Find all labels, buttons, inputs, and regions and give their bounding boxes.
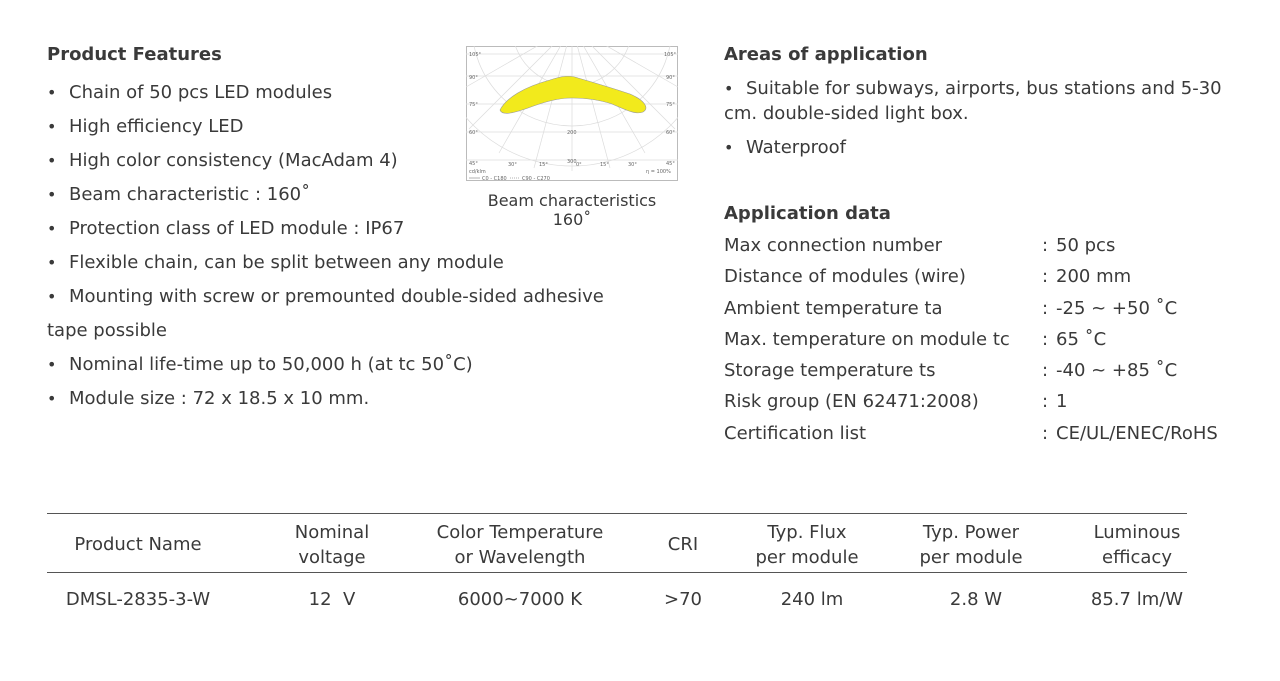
list-item: • Beam characteristic : 160˚	[47, 178, 647, 212]
header-color-temperature: Color Temperature or Wavelength	[436, 522, 604, 568]
data-sep: :	[1042, 328, 1049, 350]
areas-list	[724, 76, 1224, 169]
cell-cri: >70	[664, 589, 702, 610]
tick-label: 300	[567, 159, 577, 165]
header-efficacy: Luminous efficacy	[1093, 522, 1181, 568]
header-voltage: Nominal voltage	[294, 522, 370, 568]
diagram-caption: Beam characteristics 160˚	[487, 191, 657, 229]
tick-label: 0°	[576, 162, 582, 168]
tick-label: 75°	[666, 102, 675, 108]
data-row	[724, 420, 1218, 451]
cell-power: 2.8 W	[949, 589, 1003, 610]
legend-label: C0 - C180	[482, 176, 507, 181]
list-item: • Mounting with screw or premounted double-sided adhesive tape possible	[47, 280, 637, 348]
list-item: • Suitable for subways, airports, bus stations and 5-30 cm. double-sided light box.	[724, 76, 1224, 126]
data-key: Distance of modules (wire)	[724, 266, 966, 288]
unit-label: cd/klm	[469, 169, 486, 175]
tick-label: 30°	[508, 162, 517, 168]
data-value: -25 ~ +50 ˚C	[1056, 297, 1178, 319]
list-item: • Nominal life-time up to 50,000 h (at tc 50˚C)	[47, 348, 647, 382]
tick-label: 30°	[628, 162, 637, 168]
table-header	[47, 513, 1187, 573]
tick-label: 105°	[469, 52, 482, 58]
list-item: • High color consistency (MacAdam 4)	[47, 144, 647, 178]
tick-label: 200	[567, 130, 577, 136]
data-value: 200 mm	[1056, 266, 1132, 288]
header-cri: CRI	[667, 534, 699, 555]
data-value: CE/UL/ENEC/RoHS	[1056, 422, 1218, 444]
tick-label: 90°	[469, 75, 478, 81]
data-value: -40 ~ +85 ˚C	[1056, 360, 1178, 382]
tick-label: 90°	[666, 75, 675, 81]
list-item: • Flexible chain, can be split between any module	[47, 246, 647, 280]
data-value: 1	[1056, 391, 1068, 413]
tick-label: 45°	[666, 161, 675, 167]
header-flux: Typ. Flux per module	[755, 522, 859, 568]
data-row	[724, 326, 1218, 357]
list-item: • High efficiency LED	[47, 110, 647, 144]
tick-label: 45°	[469, 161, 478, 167]
data-key: Certification list	[724, 422, 867, 444]
tick-label: 75°	[469, 102, 478, 108]
cell-color-temperature: 6000~7000 K	[457, 589, 583, 610]
cell-flux: 240 lm	[780, 589, 844, 610]
appdata-title: Application data	[724, 203, 891, 224]
tick-label: 15°	[539, 162, 548, 168]
tick-label: 60°	[469, 130, 478, 136]
cell-voltage: 12 V	[308, 589, 356, 610]
data-sep: :	[1042, 391, 1049, 413]
tick-label: 15°	[600, 162, 609, 168]
data-value: 50 pcs	[1056, 235, 1116, 256]
data-row	[724, 295, 1218, 326]
features-title: Product Features	[47, 44, 222, 65]
header-product-name: Product Name	[74, 534, 202, 555]
data-sep: :	[1042, 422, 1049, 444]
list-item: • Protection class of LED module : IP67	[47, 212, 647, 246]
data-sep: :	[1042, 235, 1049, 256]
beam-polar-diagram	[466, 46, 678, 181]
data-row	[724, 388, 1218, 419]
data-key: Ambient temperature ta	[724, 297, 943, 319]
application-data-table	[724, 232, 1218, 451]
legend-label: η = 100%	[646, 169, 671, 175]
data-key: Storage temperature ts	[724, 360, 936, 382]
data-key: Max connection number	[724, 235, 943, 256]
list-item: • Chain of 50 pcs LED modules	[47, 76, 647, 110]
areas-title: Areas of application	[724, 44, 928, 65]
data-key: Risk group (EN 62471:2008)	[724, 391, 979, 413]
tick-label: 60°	[666, 130, 675, 136]
data-sep: :	[1042, 297, 1049, 319]
list-item: • Waterproof	[724, 135, 1224, 160]
data-row	[724, 232, 1218, 263]
data-key: Max. temperature on module tc	[724, 328, 1010, 350]
legend-label: C90 - C270	[522, 176, 550, 181]
header-power: Typ. Power per module	[919, 522, 1023, 568]
cell-product-name: DMSL-2835-3-W	[65, 589, 211, 610]
data-sep: :	[1042, 360, 1049, 382]
data-sep: :	[1042, 266, 1049, 288]
data-row	[724, 263, 1218, 294]
tick-label: 105°	[664, 52, 677, 58]
data-value: 65 ˚C	[1056, 328, 1107, 350]
list-item: • Module size : 72 x 18.5 x 10 mm.	[47, 382, 647, 416]
cell-efficacy: 85.7 lm/W	[1090, 589, 1184, 610]
data-row	[724, 357, 1218, 388]
